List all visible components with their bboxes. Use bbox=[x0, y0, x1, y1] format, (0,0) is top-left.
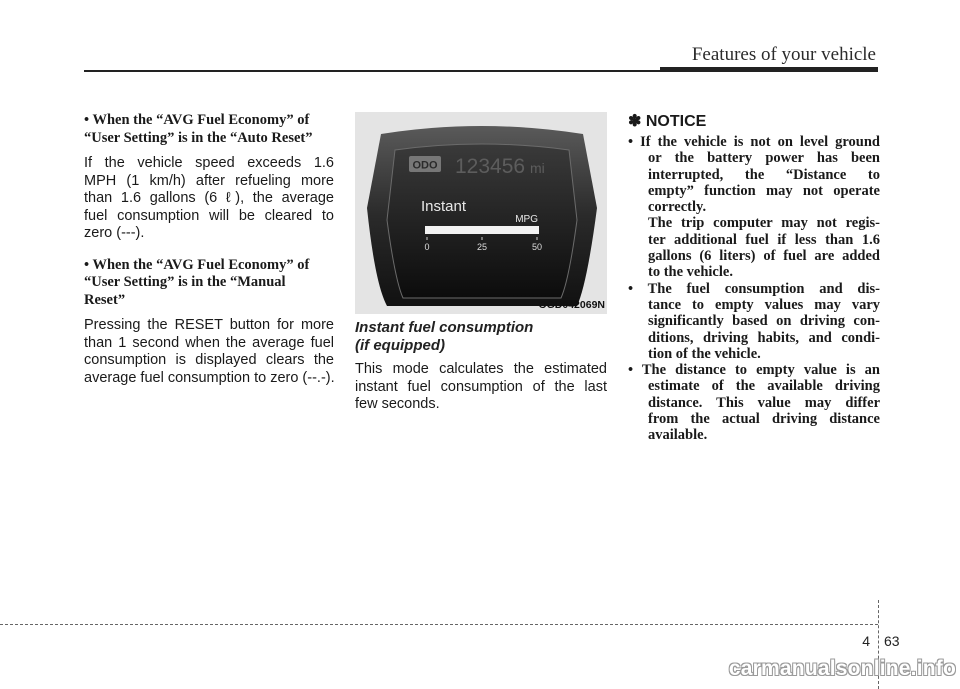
paragraph-instant: This mode calculates the estimated instant fuel consumption of the last few seconds. bbox=[355, 361, 607, 412]
cluster-display-figure bbox=[355, 112, 607, 314]
paragraph-auto-reset: If the vehicle speed exceeds 1.6 MPH (1 km/h) after refueling more than 1.6 gallons (6 ℓ), the average fuel consumption will be cleared to zero (---). bbox=[84, 155, 334, 241]
notice-bullet-1: • If the vehicle is not on level ground or the battery power has been interrupted, the “Distance to empty” function may not operate correctly. The trip computer may not regis- ter additional fuel if less than 1.6 gallons (6 liters) of fuel are added to the vehicle. bbox=[628, 134, 880, 281]
footer-rule bbox=[0, 624, 878, 625]
header-rule-accent bbox=[660, 67, 878, 72]
chapter-number: 4 bbox=[862, 633, 870, 649]
fuel-bar-track bbox=[425, 226, 539, 234]
odo-unit: mi bbox=[530, 160, 545, 176]
unit-label: MPG bbox=[515, 214, 538, 225]
bullet-manual-reset: • When the “AVG Fuel Economy” of “User Setting” is in the “Manual Reset” bbox=[84, 256, 310, 308]
page-number: 63 bbox=[884, 633, 900, 649]
column-left bbox=[84, 112, 334, 387]
column-right bbox=[628, 112, 880, 444]
cluster-display-illustration bbox=[355, 112, 607, 314]
odo-label: ODO bbox=[412, 159, 438, 172]
figure-code: OGD042069N bbox=[538, 299, 605, 311]
tick-label-50: 50 bbox=[531, 242, 543, 252]
tick-label-0: 0 bbox=[424, 242, 430, 252]
notice-heading: ✽ NOTICE bbox=[628, 113, 707, 130]
column-middle bbox=[355, 112, 607, 414]
section-heading: Instant fuel consumption (if equipped) bbox=[355, 319, 534, 354]
running-header: Features of your vehicle bbox=[691, 44, 876, 65]
paragraph-manual-reset: Pressing the RESET button for more than 1 second when the average fuel consumption is displayed clears the average fuel consumption to zero (--.-). bbox=[84, 317, 335, 386]
notice-star-icon: ✽ bbox=[628, 113, 642, 130]
tick-label-25: 25 bbox=[476, 242, 488, 252]
bullet-auto-reset: • When the “AVG Fuel Economy” of “User Setting” is in the “Auto Reset” bbox=[84, 112, 313, 146]
notice-bullet-3: • The distance to empty value is an estimate of the available driving distance. This value may differ from the actual driving distance available. bbox=[628, 362, 880, 444]
watermark: carmanualsonline.info bbox=[728, 657, 956, 680]
notice-bullet-2: • The fuel consumption and dis- tance to empty values may vary significantly based on driving con- ditions, driving habits, and condi- tion of the vehicle. bbox=[628, 280, 880, 362]
mode-label: Instant bbox=[421, 198, 467, 215]
odo-value: 123456 bbox=[455, 155, 526, 178]
